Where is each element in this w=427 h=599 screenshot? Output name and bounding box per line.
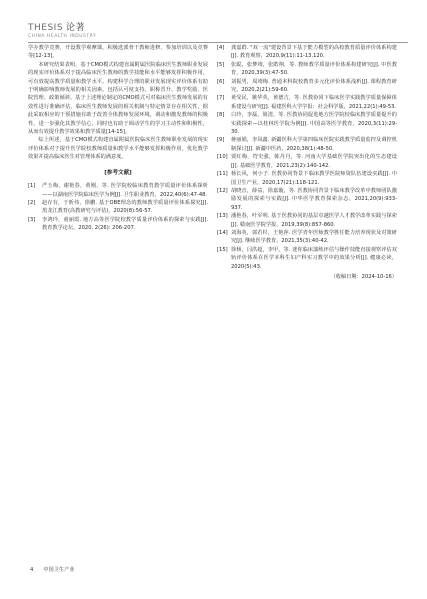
reference-text: 李鸿玲，童丽霞. 地方高等医学院校教学质量评价体系的探索与实践[J]. 教育教学论坛，2020, 2(26): 206-207. <box>42 216 208 232</box>
reference-number: [4] <box>217 45 225 51</box>
reference-text: 张聪，张梦靖，张皓翔，等. 教师教学质量评价体系构建研究[J]. 中医教育，2020,39(3):47-50. <box>231 61 397 77</box>
reference-number: [9] <box>217 137 225 144</box>
brand-label-cn: 论著 <box>66 23 86 33</box>
reference-number: [14] <box>217 229 228 236</box>
reference-text: 龚嘉群. "双一流"建设背景下基于能力模型的高校教育质量评价体系构建[J]. 教育观察，2020,9(11):11-13,120. <box>231 45 397 60</box>
reference-number: [15] <box>217 246 228 253</box>
reference-number: [1] <box>28 183 36 190</box>
reference-item <box>217 44 397 61</box>
reference-number: [11] <box>217 171 228 178</box>
reference-item <box>217 246 397 271</box>
reference-text: 潘艳春，叶军明. 基于医教协同的基层卓越医学人才教学改革实践与探索[J]. 赣南医学院学报，2019,39(8):857-860. <box>231 213 397 228</box>
header-rule <box>28 42 408 43</box>
reference-number: [2] <box>28 199 36 206</box>
reference-item <box>217 229 397 246</box>
reference-text: 严玉梅，谢艳春，黄刚，等. 医学院校临床教育教学质量评价体系探析——以湖南医学院临床医学为例[J]. 卫生职业教育，2022,40(6):47-48. <box>42 183 208 198</box>
reference-number: [7] <box>217 95 225 102</box>
reference-item <box>217 153 397 170</box>
body-paragraph: 学办教学竞赛，开设教学观摩课，积极选派骨干教师进修、参加培训以及竞赛等[12-13]。 <box>28 45 208 60</box>
reference-text: 赵存有，于昕伟，徐鹏. 基于OBE理念的教师教学质量评价体系探究[J]. 黑龙江教育(高教研究与评估)，2020(8):56-57. <box>42 199 208 215</box>
reference-text: 贾红梅，符史强，陈丹丹，等. 河南大学基础医学院突出化的生态建设[J]. 基础医学教育，2021,23(2):140-142. <box>231 154 397 169</box>
reference-number: [5] <box>217 61 225 68</box>
reference-number: [12] <box>217 187 228 194</box>
page-number: 4 <box>30 567 34 573</box>
reference-item <box>217 170 397 187</box>
right-column <box>217 44 397 281</box>
reference-number: [13] <box>217 213 228 220</box>
journal-subtitle: CHINA HEALTH INDUSTRY <box>28 34 97 39</box>
reference-text: 徐杨，闫洪超，李甲，等. 迷你临床演练评估与操作技能直接观察评估双轨评价体系在医学本科生妇产科实习教学中的效果分析[J]. 健康必读，2020(5):43. <box>231 246 397 270</box>
reference-text: 杨长风，何小子. 医教协同背景下临床教学医院师资队伍建设实践[J]. 中国卫生产业，2020,17(21):118-121. <box>231 171 397 186</box>
body-paragraph: 本研究结果表明，基于CMO模式构建直属附属医院临床医生教师职业发展的现实评价体系对于提高临床医生教师的教学技能和水平能够发挥积极作用，可有效提高教学质量和教学水平。构建科学合理的职业发展现实评价体系有助于明确影响教师发展的相关因素，包括认可度支持、职称晋升、教学奖励、医院管理、政策倾斜。基于上述理论制定的CMO模式可对临床医生教师发展的有效性进行准确评估，临床医生教师发展的相关机制与特定情景存在相关性，据此采取相应的干预措施有助于改善全体教师发展环境，调动和激发教师的积极性，进一步强化其教学信心，同时也有助于调动学生的学习主动性和积极性，从而有效提升教学效果和教学质量[14-15]。 <box>28 61 208 136</box>
reference-text: 胡晓音，薛益，徐嘉璇，等. 医教协同背景下临床教学改革中教师团队激励发展的探索与实践[J]. 中华医学教育探索杂志，2021,20(9):933-937. <box>231 187 397 211</box>
reference-item <box>217 212 397 229</box>
received-date: （收稿日期：2024-10-16） <box>330 273 397 280</box>
reference-item <box>217 187 397 212</box>
reference-text: 蒋丽娟，李凤鑫. 新疆医科大学第四临床医院实践教学质量监控及调控机制探讨[J]. 新疆中医药，2020,38(1):48-50. <box>231 137 397 152</box>
reference-number: [3] <box>28 216 36 223</box>
reference-text: 黄受民，姚华英，黄德吉，等. 医教协同下临床医学实践教学质量保障体系建设与研究[J]. 福建医科大学学报：社会科学版，2021,22(1):49-53. <box>231 95 397 110</box>
reference-item <box>28 182 208 199</box>
brand-label: THESIS <box>28 23 64 33</box>
reference-item <box>28 216 208 233</box>
reference-item <box>217 78 397 95</box>
reference-text: 白玲，李磊，简清，等. 医教协同促进地方医学院校临床教学质量提升的实践探索—以桂林医学院为例[J]. 中国高等医学教育，2020,3(11):29-30. <box>231 112 397 136</box>
body-paragraph: 综上所述，基于CMO模式构建直属附属医院临床医生教师职业发展的现实评价体系对于提升医学院校教师质量和教学水平能够发挥积极作用，优化教学效果并提高临床医生对管理体系的满意度。 <box>28 137 208 161</box>
reference-item <box>217 111 397 136</box>
page-footer <box>30 566 74 573</box>
references-heading: [参考文献] <box>104 169 132 176</box>
reference-item <box>217 94 397 111</box>
reference-item <box>28 199 208 216</box>
reference-number: [8] <box>217 112 225 119</box>
reference-number: [10] <box>217 154 228 161</box>
reference-text: 刘振男，周靖梅. 普通本科院校教育多元化评价体系浅析[J]. 课程教育研究，2020,2(21):59-60. <box>231 78 397 94</box>
journal-name: 中国卫生产业 <box>43 567 75 573</box>
reference-item <box>217 61 397 78</box>
reference-text: 刘海英，郭若杉，王艳萍. 医学青年医师教学胜任能力培养现状及对策研究[J]. 继续医学教育，2021,35(3):40-42. <box>231 229 397 245</box>
reference-number: [6] <box>217 78 225 85</box>
left-column <box>28 44 208 233</box>
section-brand <box>28 20 85 33</box>
reference-item <box>217 136 397 153</box>
